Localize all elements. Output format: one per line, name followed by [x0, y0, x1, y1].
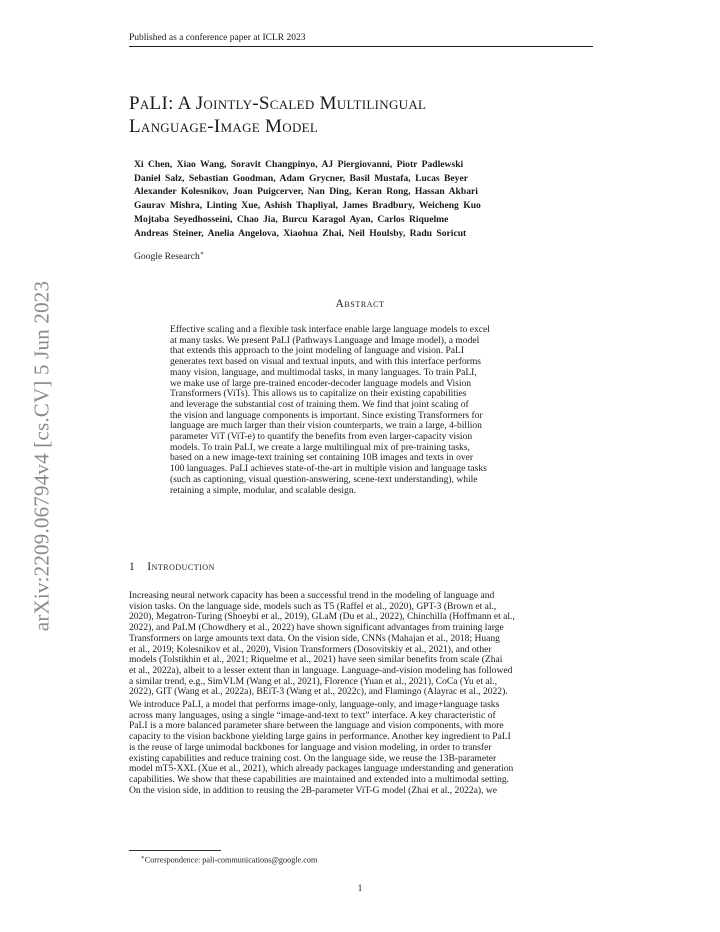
conference-header: Published as a conference paper at ICLR 2023 — [129, 33, 593, 47]
author-line: Gaurav Mishra, Linting Xue, Ashish Thapliyal, James Bradbury, Weicheng Kuo — [134, 200, 481, 212]
section-title: Introduction — [147, 561, 215, 573]
intro-paragraph-2 — [129, 700, 593, 796]
intro-paragraph-1 — [129, 591, 593, 698]
title-line-2: Language-Image Model — [129, 116, 319, 137]
paragraph-line: is the reuse of large unimodal backbones for language and vision modeling, in order to transfer — [129, 741, 492, 753]
paragraph-line: across many languages, using a single “image-and-text to text” interface. A key characteristic of — [129, 709, 496, 721]
abstract-line: the vision and language components is important. Since existing Transformers for — [170, 409, 483, 421]
author-line: Mojtaba Seyedhosseini, Chao Jia, Burcu Karagol Ayan, Carlos Riquelme — [134, 213, 449, 225]
paper-title — [129, 92, 599, 138]
paragraph-line: et al., 2019; Kolesnikov et al., 2020), Vision Transformers (Dosovitskiy et al., 2021), and other — [129, 643, 492, 655]
paragraph-line: 2020), Megatron-Turing (Shoeybi et al., 2019), GLaM (Du et al., 2022), Chinchilla (Hoffmann et al., — [129, 611, 515, 623]
paragraph-line: et al., 2022a), albeit to a lesser extent than in language. Language-and-vision modeling has followed — [129, 664, 513, 676]
paragraph-line: PaLI is a more balanced parameter share between the language and vision components, with more — [129, 720, 504, 732]
footnote — [141, 853, 317, 866]
page-number: 1 — [357, 884, 363, 894]
paragraph-line: 2022), and PaLM (Chowdhery et al., 2022) have shown significant advantages from training large — [129, 622, 504, 634]
paragraph-line: models (Tolstikhin et al., 2021; Riquelme et al., 2021) have seen similar benefits from scale (Zhai — [129, 654, 503, 666]
author-line: Daniel Salz, Sebastian Goodman, Adam Grycner, Basil Mustafa, Lucas Beyer — [134, 172, 468, 184]
footnote-text: Correspondence: pali-communications@google.com — [144, 855, 318, 865]
arxiv-identifier-stamp: arXiv:2209.06794v4 [cs.CV] 5 Jun 2023 — [29, 280, 54, 632]
paragraph-line: We introduce PaLI, a model that performs image-only, language-only, and image+language tasks — [129, 699, 500, 710]
footnote-divider — [129, 850, 221, 851]
abstract-line: 100 languages. PaLI achieves state-of-the-art in multiple vision and language tasks — [170, 463, 487, 475]
paragraph-line: model mT5-XXL (Xue et al., 2021), which already packages language understanding and generation — [129, 763, 514, 775]
author-line: Andreas Steiner, Anelia Angelova, Xiaohua Zhai, Neil Houlsby, Radu Soricut — [134, 227, 467, 239]
affiliation-footnote-mark: ∗ — [199, 251, 204, 257]
paragraph-line: capacity to the vision backbone yielding large gains in performance. Another key ingredient to PaLI — [129, 731, 511, 743]
abstract-line: many vision, language, and multimodal tasks, in many languages. To train PaLI, — [170, 366, 477, 378]
paragraph-line: Transformers on large amounts text data. On the vision side, CNNs (Mahajan et al., 2018; Huang — [129, 632, 500, 644]
abstract-line: based on a new image-text training set containing 10B images and texts in over — [170, 452, 474, 464]
title-line-1: PaLI: A Jointly-Scaled Multilingual — [129, 93, 427, 114]
abstract-line: language are much larger than their vision counterparts, we train a large, 4-billion — [170, 420, 482, 432]
footnote-mark: ∗ — [141, 855, 145, 861]
abstract-line: at many tasks. We present PaLI (Pathways Language and Image model), a model — [170, 334, 480, 346]
paragraph-line: capabilities. We show that these capabilities are maintained and extended into a multimodal setting. — [129, 773, 510, 785]
paragraph-line: vision tasks. On the language side, models such as T5 (Raffel et al., 2020), GPT-3 (Brown et al., — [129, 600, 497, 612]
section-number: 1 — [129, 561, 136, 573]
author-line: Xi Chen, Xiao Wang, Soravit Changpinyo, AJ Piergiovanni, Piotr Padlewski — [134, 159, 464, 170]
paragraph-line: Increasing neural network capacity has been a successful trend in the modeling of language and — [129, 590, 495, 601]
paragraph-line: existing capabilities and reduce training cost. On the language side, we reuse the 13B-parameter — [129, 752, 497, 764]
abstract-body — [170, 325, 554, 496]
abstract-line: generates text based on visual and textual inputs, and with this interface performs — [170, 356, 481, 368]
abstract-line: Effective scaling and a flexible task interface enable large language models to excel — [170, 324, 490, 335]
author-list — [134, 158, 594, 240]
author-line: Alexander Kolesnikov, Joan Puigcerver, Nan Ding, Keran Rong, Hassan Akbari — [134, 186, 478, 198]
affiliation-name: Google Research — [134, 251, 200, 263]
paragraph-line: 2022), GIT (Wang et al., 2022a), BEiT-3 (Wang et al., 2022c), and Flamingo (Alayrac et al., 2022). — [129, 686, 508, 698]
affiliation — [134, 248, 204, 263]
abstract-line: and leverage the substantial cost of training them. We find that joint scaling of — [170, 398, 469, 410]
section-heading-introduction — [129, 561, 215, 573]
abstract-line: we make use of large pre-trained encoder-decoder language models and Vision — [170, 377, 472, 389]
abstract-line: retaining a simple, modular, and scalable design. — [170, 484, 356, 496]
abstract-heading: Abstract — [335, 298, 385, 310]
abstract-line: parameter ViT (ViT-e) to quantify the benefits from even larger-capacity vision — [170, 431, 473, 443]
abstract-line: models. To train PaLI, we create a large multilingual mix of pre-training tasks, — [170, 441, 470, 453]
abstract-line: that extends this approach to the joint modeling of language and vision. PaLI — [170, 345, 465, 357]
paragraph-line: a similar trend, e.g., SimVLM (Wang et al., 2021), Florence (Yuan et al., 2021), CoCa (Yu et al., — [129, 675, 498, 687]
abstract-line: (such as captioning, visual question-answering, scene-text understanding), while — [170, 473, 478, 485]
paragraph-line: On the vision side, in addition to reusing the 2B-parameter ViT-G model (Zhai et al., 2022a), we — [129, 784, 497, 796]
abstract-line: Transformers (ViTs). This allows us to capitalize on their existing capabilities — [170, 388, 467, 400]
